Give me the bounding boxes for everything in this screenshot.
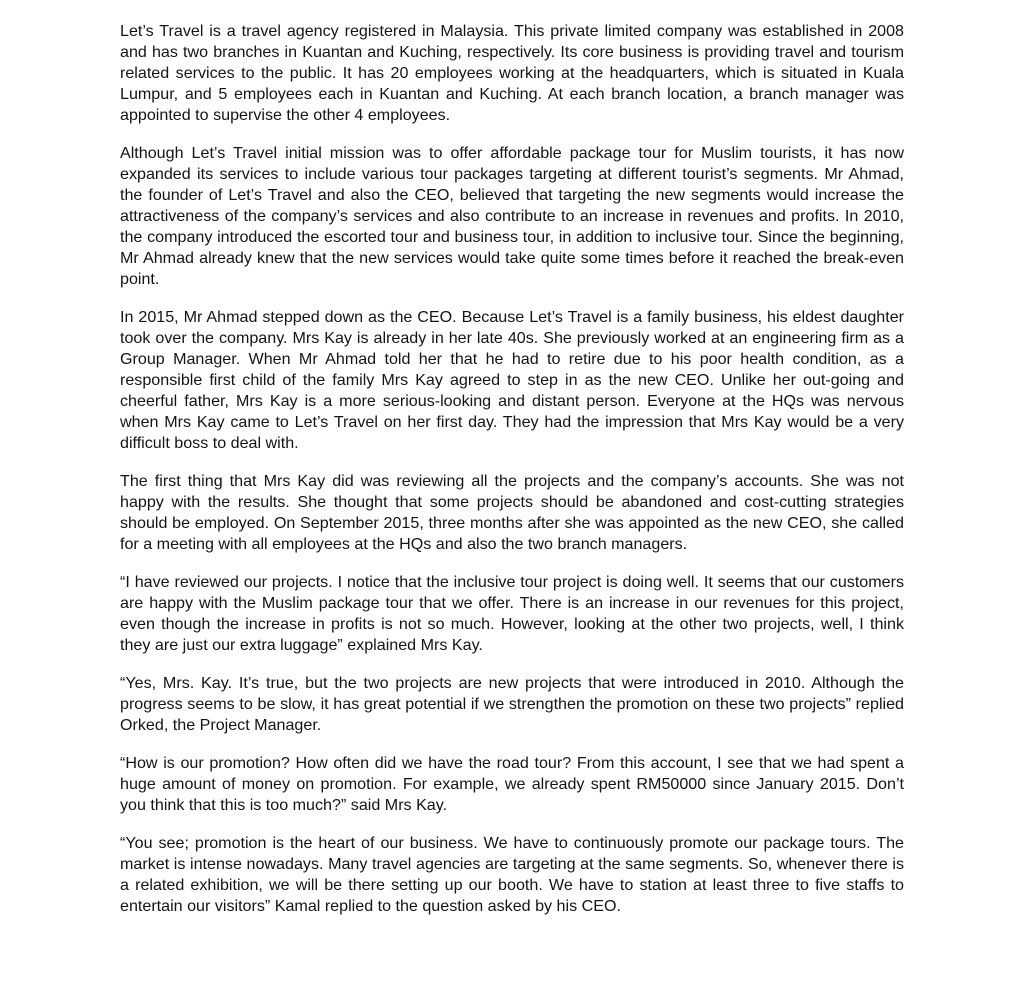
paragraph-promotion-question: “How is our promotion? How often did we have the road tour? From this account, I see that we had spent a huge amount of money on promotion. For example, we already spent RM50000 since January 2015. Don’t you think that this is too much?” said Mrs Kay. — [120, 754, 904, 814]
paragraph-review: The first thing that Mrs Kay did was reviewing all the projects and the company’s accounts. She was not happy with the results. She thought that some projects should be abandoned and cost-cutting strategies should be employed. On September 2015, three months after she was appointed as the new CEO, she called for a meeting with all employees at the HQs and also the two branch managers. — [120, 472, 904, 553]
document-body — [120, 21, 904, 934]
paragraph-new-ceo: In 2015, Mr Ahmad stepped down as the CEO. Because Let’s Travel is a family business, his eldest daughter took over the company. Mrs Kay is already in her late 40s. She previously worked at an engineering firm as a Group Manager. When Mr Ahmad told her that he had to retire due to his poor health condition, as a responsible first child of the family Mrs Kay agreed to step in as the new CEO. Unlike her out-going and cheerful father, Mrs Kay is a more serious-looking and distant person. Everyone at the HQs was nervous when Mrs Kay came to Let’s Travel on her first day. They had the impression that Mrs Kay would be a very difficult boss to deal with. — [120, 308, 904, 452]
paragraph-company-background: Let’s Travel is a travel agency registered in Malaysia. This private limited company was established in 2008 and has two branches in Kuantan and Kuching, respectively. Its core business is providing travel and tourism related services to the public. It has 20 employees working at the headquarters, which is situated in Kuala Lumpur, and 5 employees each in Kuantan and Kuching. At each branch location, a branch manager was appointed to supervise the other 4 employees. — [120, 22, 904, 124]
paragraph-kamal-reply: “You see; promotion is the heart of our business. We have to continuously promote our package tours. The market is intense nowadays. Many travel agencies are targeting at the same segments. So, whenever there is a related exhibition, we will be there setting up our booth. We have to station at least three to five staffs to entertain our visitors” Kamal replied to the question asked by his CEO. — [120, 834, 904, 915]
paragraph-expansion: Although Let’s Travel initial mission was to offer affordable package tour for Muslim tourists, it has now expanded its services to include various tour packages targeting at different tourist’s segments. Mr Ahmad, the founder of Let’s Travel and also the CEO, believed that targeting the new segments would increase the attractiveness of the company’s services and also contribute to an increase in revenues and profits. In 2010, the company introduced the escorted tour and business tour, in addition to inclusive tour. Since the beginning, Mr Ahmad already knew that the new services would take quite some times before it reached the break-even point. — [120, 144, 904, 288]
paragraph-orked-reply: “Yes, Mrs. Kay. It’s true, but the two projects are new projects that were introduced in 2010. Although the progress seems to be slow, it has great potential if we strengthen the promotion on these two projects” replied Orked, the Project Manager. — [120, 674, 904, 734]
paragraph-mrs-kay-statement: “I have reviewed our projects. I notice that the inclusive tour project is doing well. It seems that our customers are happy with the Muslim package tour that we offer. There is an increase in our revenues for this project, even though the increase in profits is not so much. However, looking at the other two projects, well, I think they are just our extra luggage” explained Mrs Kay. — [120, 573, 904, 654]
